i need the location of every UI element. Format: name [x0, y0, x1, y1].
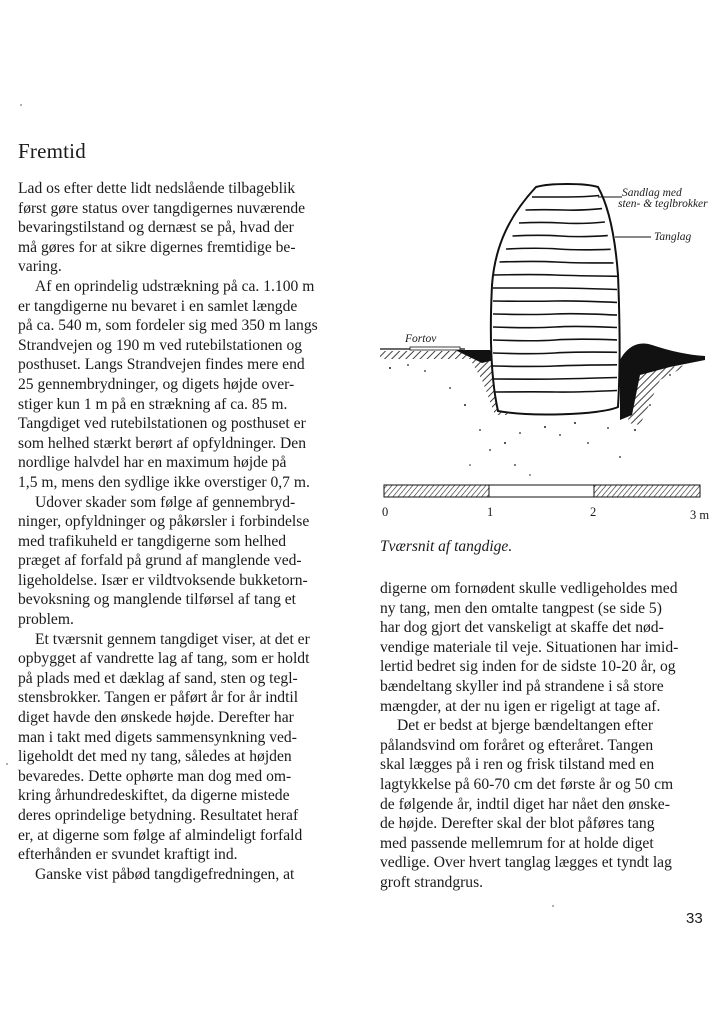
text-line: diget havde den ønskede højde. Derefter har — [18, 709, 294, 727]
scale-tick-2: 2 — [590, 505, 597, 519]
text-line: lertid bedret sig inden for de sidste 10-20 år, og — [380, 658, 676, 676]
scale-segment-0-1 — [384, 485, 489, 497]
scale-tick-1: 1 — [487, 505, 494, 519]
right-text-column — [380, 579, 705, 893]
text-line: har dog gjort det vanskeligt at skaffe det nød- — [380, 619, 664, 637]
text-line: ligeholdelse. Især er vildtvoksende bukketorn- — [18, 571, 308, 589]
text-line: Lad os efter dette lidt nedslående tilbageblik — [18, 180, 296, 197]
scale-tick-0: 0 — [382, 505, 389, 519]
text-line: deres oprindelige betydning. Resultatet heraf — [18, 807, 299, 824]
text-line: posthuset. Langs Strandvejen findes mere end — [18, 356, 305, 374]
text-line: præget af forfald på grund af manglende ved- — [18, 552, 302, 570]
text-line: med trafikuheld er tangdigerne som helhed — [18, 532, 287, 550]
text-line: mængder, at der nu igen er rigeligt at tage af. — [380, 697, 661, 715]
text-line: problem. — [18, 611, 74, 629]
text-line: ny tang, men den omtalte tangpest (se side 5) — [380, 599, 662, 617]
text-line: pålandsvind om foråret og efteråret. Tangen — [380, 736, 654, 754]
figure-caption: Tværsnit af tangdige. — [380, 538, 513, 555]
text-line: er tangdigerne nu bevaret i en samlet længde — [18, 297, 298, 315]
label-sidewalk: Fortov — [405, 333, 437, 345]
sidewalk-slab — [410, 347, 460, 350]
text-line: varing. — [18, 258, 62, 276]
text-line: ligeholdt det med ny tang, således at højden — [18, 748, 292, 766]
label-sand-layer-sub: sten- & teglbrokker — [618, 198, 708, 210]
text-line: efterhånden er svundet kraftigt ind. — [18, 846, 238, 864]
text-line: Et tværsnit gennem tangdiget viser, at det er — [35, 630, 310, 648]
scan-speck — [552, 905, 554, 907]
text-line: er, at digerne som følge af almindeligt forfald — [18, 826, 303, 844]
text-line: stensbrokker. Tangen er påført år for år indtil — [18, 689, 299, 707]
text-line: Udover skader som følge af gennembryd- — [35, 493, 296, 511]
text-line: bevaredes. Dette ophørte man dog med om- — [18, 767, 292, 785]
text-line: bevoksning og manglende tilførsel af tang et — [18, 591, 297, 609]
text-line: bændeltang skyller ind på strandene i så store — [380, 677, 664, 695]
text-line: som helhed stærkt berørt af opfyldninger. Den — [18, 434, 306, 452]
text-line: Tangdiget ved rutebilstationen og posthuset er — [18, 415, 306, 433]
page-number: 33 — [686, 910, 703, 927]
text-line: man i takt med digets sammensynkning ved- — [18, 728, 297, 746]
text-line: først gøre status over tangdigernes nuværende — [18, 199, 306, 217]
ground-right — [620, 344, 705, 425]
text-line: 1,5 m, mens den sydlige ikke overstiger 0,7 m. — [18, 473, 310, 491]
scan-speck — [20, 104, 22, 106]
text-line: bevaringstilstand og dernæst se på, hvad der — [18, 219, 294, 237]
text-line: Det er bedst at bjerge bændeltangen efter — [397, 717, 654, 735]
text-line: skal lægges på i ren og frisk tilstand med en — [380, 756, 655, 774]
seaweed-layer-stroke — [519, 222, 605, 223]
text-line: de højde. Derefter skal der blot påføres tang — [380, 815, 655, 833]
text-line: på ca. 540 m, som fordeler sig med 350 m langs — [18, 317, 318, 335]
text-line: på plads med et dæklag af sand, sten og tegl- — [18, 669, 298, 687]
text-line: de følgende år, indtil diget har nået den ønske- — [380, 795, 670, 813]
text-line: må gøres for at sikre digernes fremtidige be- — [18, 238, 296, 256]
text-line: ninger, opfyldninger og påkørsler i forbindelse — [18, 513, 310, 531]
text-line: 25 gennembrydninger, og digets højde over- — [18, 375, 295, 393]
text-line: digerne om fornødent skulle vedligeholdes med — [380, 580, 678, 597]
cross-section-figure — [370, 175, 715, 522]
scale-segment-2-3 — [594, 485, 700, 497]
label-sand-layer: Sandlag med — [622, 187, 682, 199]
text-line: nordlige halvdel har en maximum højde på — [18, 454, 287, 472]
text-line: Af en oprindelig udstrækning på ca. 1.100 m — [35, 277, 315, 295]
label-seaweed-layer: Tanglag — [654, 231, 692, 243]
text-line: med passende mellemrum for at holde diget — [380, 834, 654, 852]
dike-body — [491, 184, 620, 414]
text-line: opbygget af vandrette lag af tang, som er holdt — [18, 650, 310, 668]
text-line: groft strandgrus. — [380, 873, 484, 891]
scan-speck — [6, 763, 8, 765]
scale-tick-3: 3 m — [690, 508, 710, 522]
text-line: vendige materiale til veje. Situationen har imid- — [380, 638, 679, 656]
scale-segment-1-2 — [489, 485, 594, 497]
text-line: stiger kun 1 m på en strækning af ca. 85 m. — [18, 395, 288, 413]
text-line: lagtykkelse på 60-70 cm det første år og 50 cm — [380, 775, 674, 793]
text-line: kring århundredeskiftet, da digerne mistede — [18, 787, 290, 805]
text-line: Strandvejen og 190 m ved rutebilstationen og — [18, 336, 303, 354]
text-line: Ganske vist påbød tangdigefredningen, at — [35, 865, 295, 883]
left-text-column — [18, 179, 348, 884]
scale-bar — [384, 485, 700, 497]
section-heading: Fremtid — [18, 139, 86, 163]
text-line: vedlige. Over hvert tanglag lægges et tyndt lag — [380, 854, 672, 872]
